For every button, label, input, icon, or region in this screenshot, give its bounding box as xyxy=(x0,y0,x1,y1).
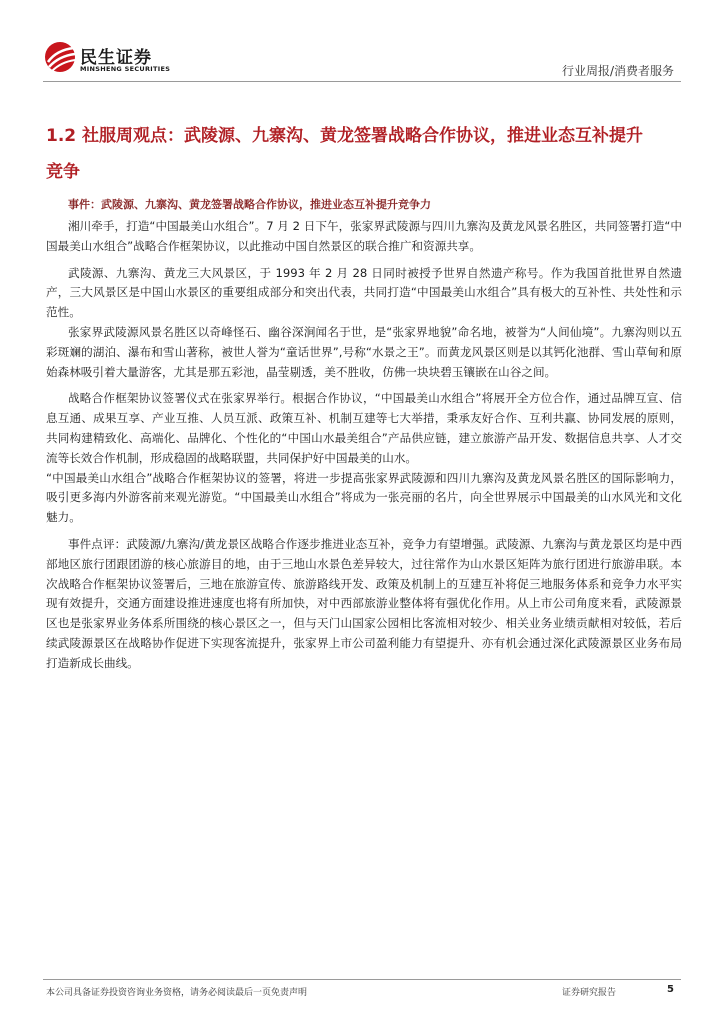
event-paragraph-3: 张家界武陵源风景名胜区以奇峰怪石、幽谷深涧闻名于世，是“张家界地貌”命名地，被誉为“人间仙境”。九寨沟则以五彩斑斓的湖泊、瀑布和雪山著称，被世人誉为“童话世界”,号称“水景之王”。而黄龙风景区则是以其钙化池群、雪山草甸和原始森林吸引着大量游客，尤其是那五彩池，晶莹剔透，美不胜收，仿佛一块块碧玉镶嵌在山谷之间。 xyxy=(46,324,682,379)
logo-english-name: MINSHENG SECURITIES xyxy=(80,65,171,73)
minsheng-logo xyxy=(43,40,183,80)
section-title: 1.2 社服周观点：武陵源、九寨沟、黄龙签署战略合作协议，推进业态互补提升竞争 xyxy=(46,126,644,182)
page-number: 5 xyxy=(667,984,674,995)
header-divider xyxy=(43,81,681,82)
footer-report-type: 证券研究报告 xyxy=(562,988,617,998)
event-paragraph-2: 武陵源、九寨沟、黄龙三大风景区，于 1993 年 2 月 28 日同时被授予世界自然遗产称号。作为我国首批世界自然遗产，三大风景区是中国山水景区的重要组成部分和突出代表，共同打造“中国最美山水组合”具有极大的互补性、共处性和示范性。 xyxy=(46,265,682,320)
minsheng-logo-icon xyxy=(43,40,77,74)
event-paragraph-4: 战略合作框架协议签署仪式在张家界举行。根据合作协议，“中国最美山水组合”将展开全方位合作，通过品牌互宣、信息互通、成果互享、产业互推、人员互派、政策互补、机制互建等七大举措，秉承友好合作、互利共赢、协同发展的原则，共同构建精致化、高端化、品牌化、个性化的“中国山水最美组合”产品供应链，建立旅游产品开发、数据信息共享、人才交流等长效合作机制，形成稳固的战略联盟，共同保护好中国最美的山水。 xyxy=(46,391,682,465)
event-paragraph-5: “中国最美山水组合”战略合作框架协议的签署，将进一步提高张家界武陵源和四川九寨沟及黄龙风景名胜区的国际影响力，吸引更多海内外游客前来观光游览。“中国最美山水组合”将成为一张亮丽的名片，向全世界展示中国最美的山水风光和文化魅力。 xyxy=(46,470,682,525)
event-paragraph-1: 湘川牵手，打造“中国最美山水组合”。7 月 2 日下午，张家界武陵源与四川九寨沟及黄龙风景名胜区，共同签署打造“中国最美山水组合”战略合作框架协议，以此推动中国自然景区的联合推广和资源共享。 xyxy=(46,219,682,253)
page-header xyxy=(0,0,724,84)
report-category: 行业周报/消费者服务 xyxy=(561,64,674,78)
footer-disclaimer: 本公司具备证券投资咨询业务资格，请务必阅读最后一页免责声明 xyxy=(46,988,308,998)
comment-paragraph: 事件点评：武陵源/九寨沟/黄龙景区战略合作逐步推进业态互补，竞争力有望增强。武陵源、九寨沟与黄龙景区均是中西部地区旅行团跟团游的核心旅游目的地，由于三地山水景色差异较大，过往常作为山水景区矩阵为旅行团进行旅游串联。本次战略合作框架协议签署后，三地在旅游宣传、旅游路线开发、政策及机制上的互建互补将促三地服务体系和竞争力水平实现有效提升，交通方面建设推进速度也将有所加快，对中西部旅游业整体将有强优化作用。从上市公司角度来看，武陵源景区也是张家界业务体系所围绕的核心景区之一，但与天门山国家公园相比客流相对较少、相关业务业绩贡献相对较低，若后续武陵源景区在战略协作促进下实现客流提升，张家界上市公司盈利能力有望提升、亦有机会通过深化武陵源景区业务布局打造新成长曲线。 xyxy=(46,536,682,670)
footer-divider xyxy=(43,979,681,980)
logo-chinese-name: 民生证券 xyxy=(80,48,152,68)
article-body xyxy=(46,196,682,674)
event-heading: 事件：武陵源、九寨沟、黄龙签署战略合作协议，推进业态互补提升竞争力 xyxy=(68,198,431,211)
